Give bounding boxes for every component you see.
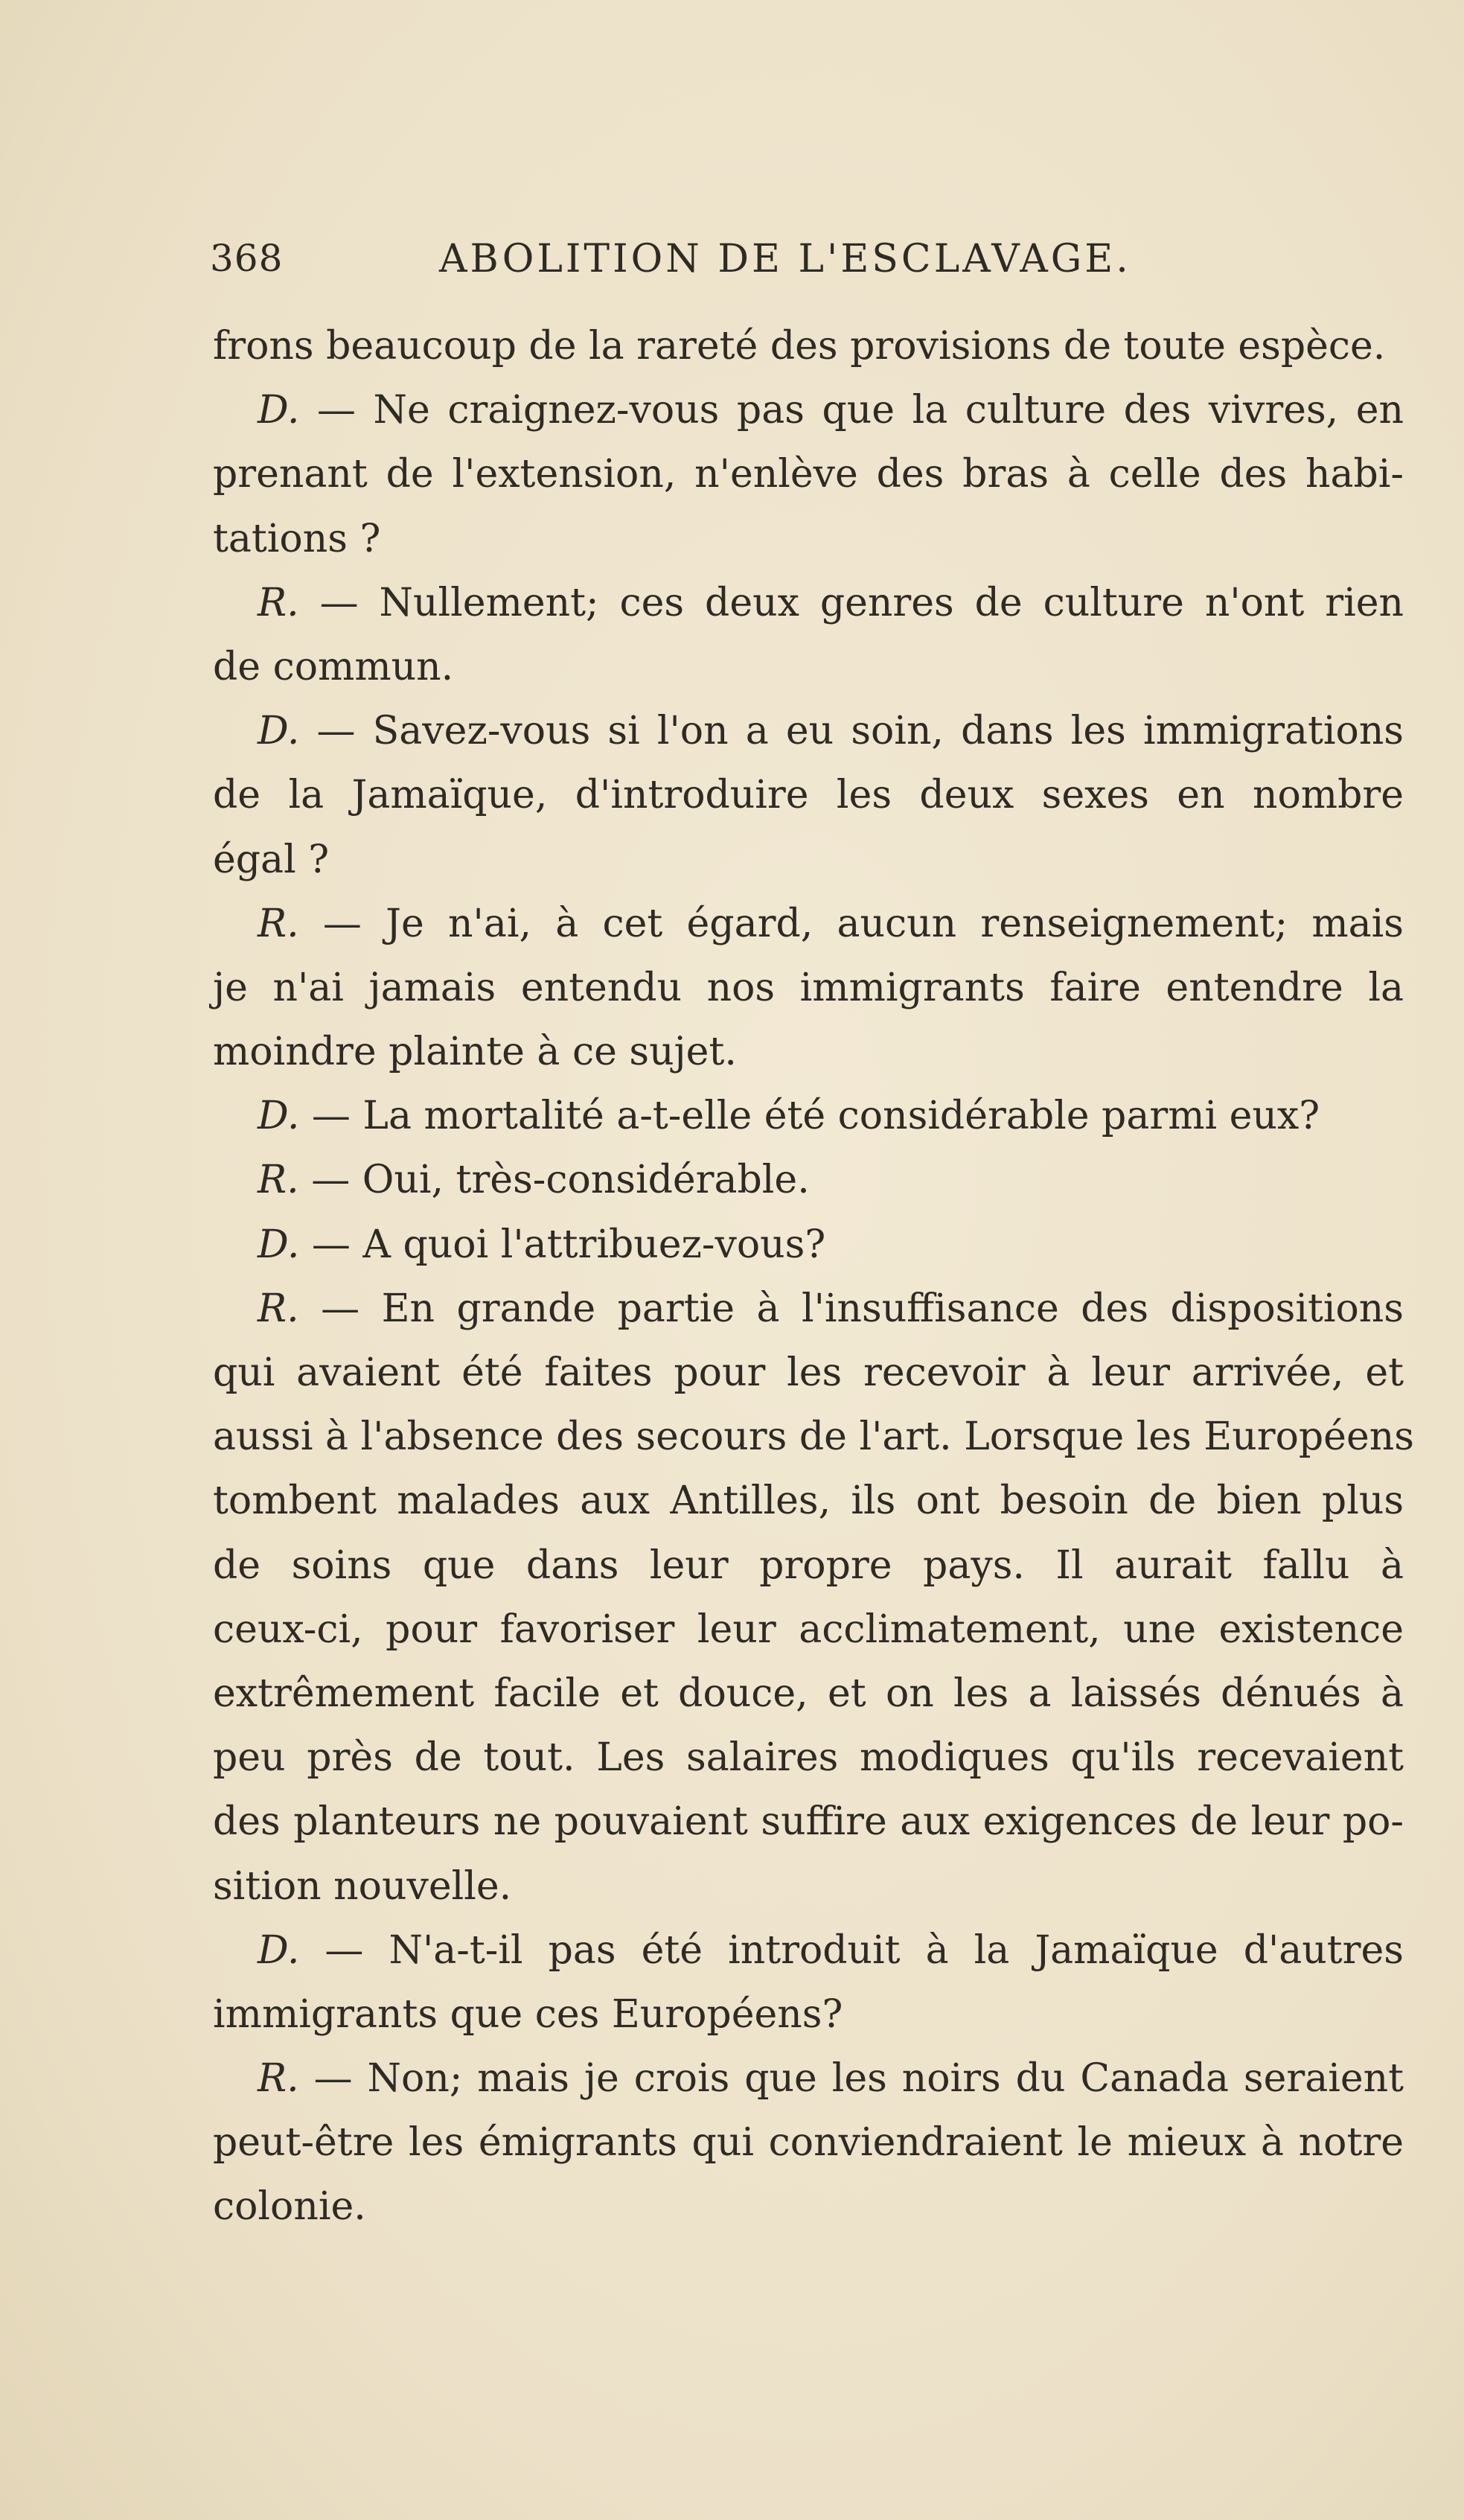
text-line bbox=[213, 1854, 1404, 1918]
text-line bbox=[213, 699, 1404, 763]
line-text: de commun. bbox=[213, 644, 454, 689]
text-line bbox=[213, 1341, 1404, 1405]
text-line bbox=[213, 1084, 1404, 1148]
line-text: — En grande partie à l'insuffisance des dispositions bbox=[298, 1286, 1404, 1331]
text-line bbox=[213, 1790, 1404, 1854]
text-line bbox=[213, 1469, 1404, 1533]
text-line bbox=[213, 1918, 1404, 1982]
line-text: — Nullement; ces deux genres de culture n'ont rien bbox=[298, 580, 1404, 625]
line-text: tations ? bbox=[213, 516, 381, 561]
text-line bbox=[213, 1662, 1404, 1726]
text-line bbox=[213, 1277, 1404, 1341]
line-text: égal ? bbox=[213, 837, 330, 882]
line-text: de la Jamaïque, d'introduire les deux sexes en nombre bbox=[213, 773, 1404, 818]
speaker-label: R. bbox=[258, 1158, 299, 1203]
text-line bbox=[213, 314, 1404, 378]
line-text: de soins que dans leur propre pays. Il aurait fallu à bbox=[213, 1543, 1404, 1588]
line-text: moindre plainte à ce sujet. bbox=[213, 1030, 737, 1075]
text-line bbox=[213, 892, 1404, 956]
line-text: prenant de l'extension, n'enlève des bras à celle des habi- bbox=[213, 452, 1404, 497]
line-text: je n'ai jamais entendu nos immigrants faire entendre la bbox=[213, 965, 1404, 1010]
text-line bbox=[213, 635, 1404, 699]
line-text: — Ne craignez-vous pas que la culture des vivres, en bbox=[299, 388, 1404, 433]
line-text: tombent malades aux Antilles, ils ont besoin de bien plus bbox=[213, 1478, 1404, 1524]
running-title: ABOLITION DE L'ESCLAVAGE. bbox=[439, 237, 1131, 281]
line-text: — N'a-t-il pas été introduit à la Jamaïque d'autres bbox=[299, 1927, 1404, 1973]
text-line bbox=[213, 378, 1404, 442]
page-header bbox=[210, 237, 1410, 304]
line-text: — Je n'ai, à cet égard, aucun renseignement; mais bbox=[298, 901, 1404, 946]
line-text: — Oui, très-considérable. bbox=[298, 1158, 810, 1203]
line-text: — A quoi l'attribuez-vous? bbox=[299, 1222, 826, 1267]
speaker-label: R. bbox=[258, 1286, 299, 1331]
text-line bbox=[213, 1405, 1414, 1469]
text-line bbox=[213, 571, 1404, 635]
line-text: peu près de tout. Les salaires modiques qu'ils recevaient bbox=[213, 1735, 1404, 1781]
text-line bbox=[213, 1213, 1404, 1277]
speaker-label: D. bbox=[258, 1094, 300, 1139]
line-text: frons beaucoup de la rareté des provisions de toute espèce. bbox=[213, 324, 1386, 369]
line-text: sition nouvelle. bbox=[213, 1863, 512, 1909]
line-text: aussi à l'absence des secours de l'art. Lorsque les Européens bbox=[213, 1414, 1414, 1460]
page-number: 368 bbox=[210, 237, 284, 280]
line-text: des planteurs ne pouvaient suffire aux exigences de leur po- bbox=[213, 1799, 1404, 1845]
line-text: ceux-ci, pour favoriser leur acclimatement, une existence bbox=[213, 1607, 1404, 1652]
text-line bbox=[213, 507, 1404, 571]
text-line bbox=[213, 442, 1404, 506]
speaker-label: D. bbox=[258, 709, 300, 754]
text-line bbox=[213, 1598, 1404, 1662]
line-text: peut-être les émigrants qui conviendraient le mieux à notre bbox=[213, 2120, 1404, 2166]
text-line bbox=[213, 1726, 1404, 1790]
line-text: qui avaient été faites pour les recevoir à leur arrivée, et bbox=[213, 1350, 1404, 1395]
speaker-label: D. bbox=[258, 1927, 300, 1973]
line-text: — Savez-vous si l'on a eu soin, dans les immigrations bbox=[299, 709, 1404, 754]
text-line bbox=[213, 763, 1404, 827]
line-text: — Non; mais je crois que les noirs du Canada seraient bbox=[298, 2056, 1404, 2102]
text-line bbox=[213, 1982, 1404, 2047]
speaker-label: D. bbox=[258, 1222, 300, 1267]
body-text bbox=[213, 314, 1414, 2239]
speaker-label: R. bbox=[258, 580, 299, 625]
text-line bbox=[213, 956, 1404, 1020]
line-text: extrêmement facile et douce, et on les a laissés dénués à bbox=[213, 1671, 1404, 1716]
text-line bbox=[213, 2111, 1404, 2175]
line-text: immigrants que ces Européens? bbox=[213, 1991, 843, 2037]
speaker-label: R. bbox=[258, 2056, 299, 2102]
text-line bbox=[213, 1020, 1404, 1084]
speaker-label: D. bbox=[258, 388, 300, 433]
text-line bbox=[213, 2175, 1404, 2239]
text-line bbox=[213, 1148, 1404, 1212]
text-line bbox=[213, 2047, 1404, 2111]
text-line bbox=[213, 1534, 1404, 1598]
speaker-label: R. bbox=[258, 901, 299, 946]
text-line bbox=[213, 828, 1404, 892]
line-text: colonie. bbox=[213, 2184, 366, 2230]
line-text: — La mortalité a-t-elle été considérable parmi eux? bbox=[299, 1094, 1320, 1139]
